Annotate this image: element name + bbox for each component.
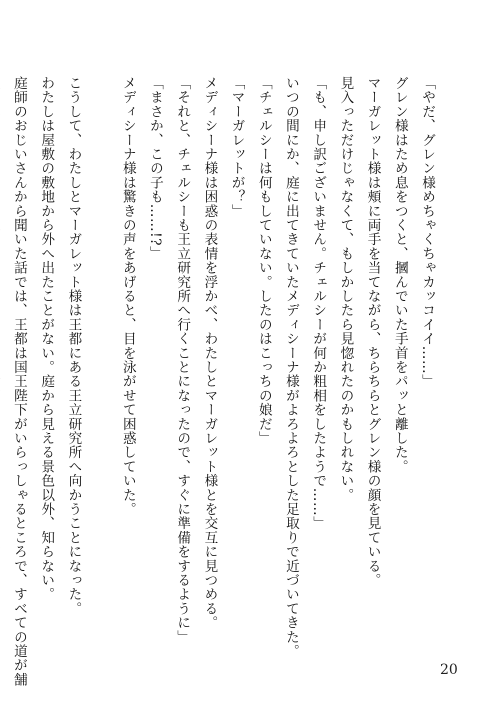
- text-line-10: 「それと、チェルシーも王立研究所へ行くことになったので、すぐに準備をするように」: [174, 76, 191, 644]
- text-line-4: 見入っただけじゃなくて、もしかしたら見惚れたのかもしれない。: [337, 76, 354, 502]
- text-line-2: グレン様はため息をつくと、摑んでいた手首をパッと離した。: [391, 76, 408, 474]
- text-line-13: こうして、わたしとマーガレット様は王都にある王立研究所へ向かうことになった。: [65, 76, 82, 616]
- text-line-9: メディシーナ様は困惑の表情を浮かべ、わたしとマーガレット様とを交互に見つめる。: [201, 76, 218, 630]
- text-line-3: マーガレット様は頰に両手を当てながら、ちらちらとグレン様の顔を見ている。: [364, 76, 381, 588]
- text-line-8: 「マーガレットが？」: [228, 76, 245, 218]
- text-line-6: いつの間にか、庭に出てきていたメディシーナ様がよろよろとした足取りで近づいてきた。: [282, 76, 299, 659]
- text-line-11: 「まさか、この子も……!?」: [146, 76, 163, 261]
- scene-break: [86, 76, 113, 636]
- text-line-1: 「やだ、グレン様めちゃくちゃカッコイイ……」: [419, 76, 435, 389]
- text-line-12: メディシーナ様は驚きの声をあげると、目を泳がせて困惑していた。: [119, 76, 136, 517]
- text-line-15: 庭師のおじいさんから聞いた話では、王都は国王陛下がいらっしゃるところで、すべての道が舗: [10, 76, 27, 687]
- text-line-7: 「チェルシーは何もしていない。したのはこっちの娘だ」: [255, 76, 272, 446]
- page-number: 20: [440, 662, 458, 678]
- text-line-5: 「も、申し訳ございません。チェルシーが何か粗相をしたようで……」: [310, 76, 327, 531]
- vertical-text-block: [0, 76, 440, 687]
- text-line-16: [0, 76, 5, 636]
- text-line-14: わたしは屋敷の敷地から外へ出たことがない。庭から見える景色以外、知らない。: [38, 76, 55, 602]
